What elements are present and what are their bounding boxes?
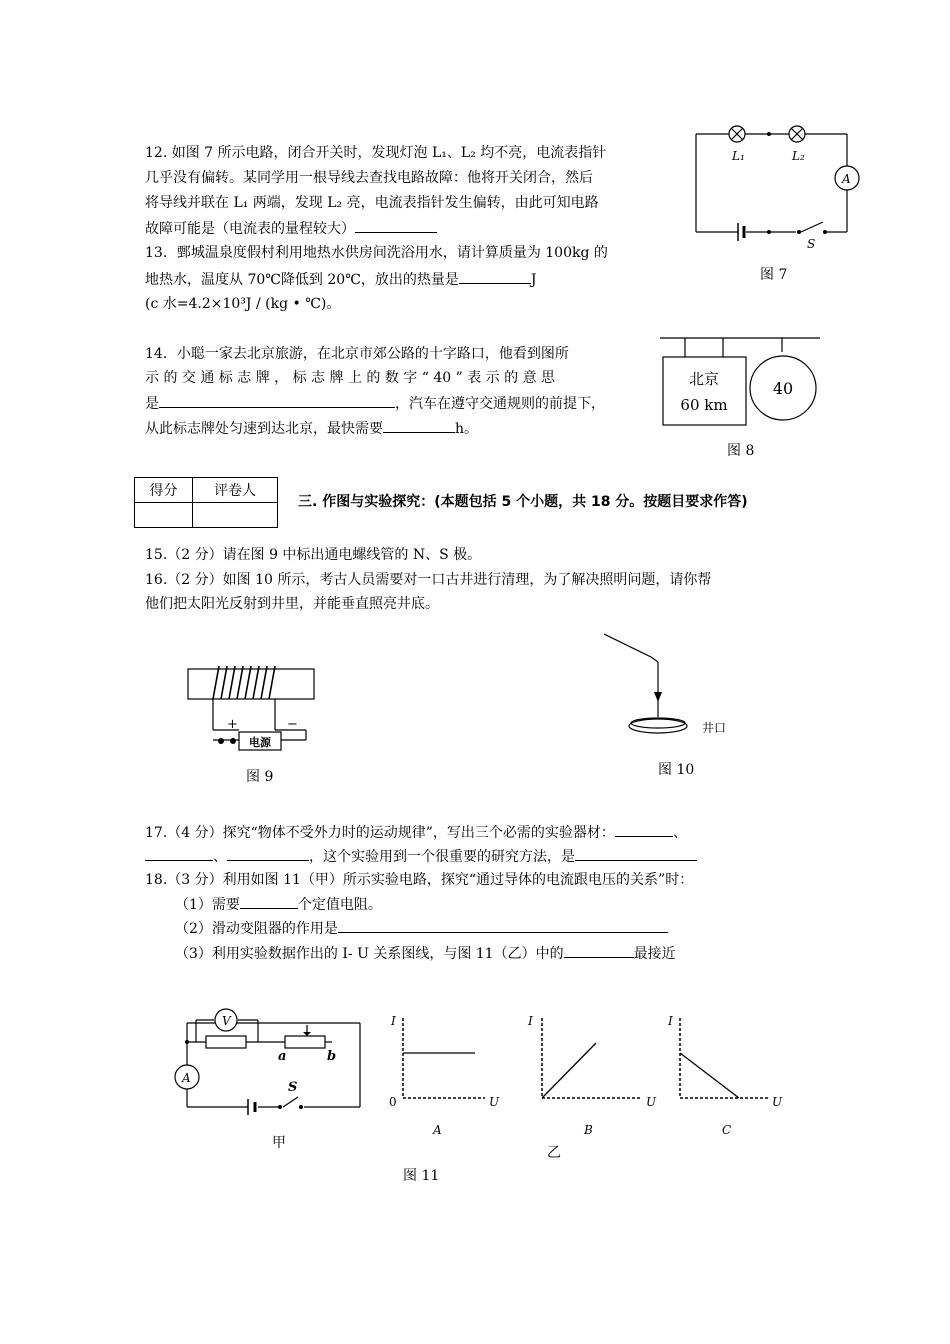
q17-equipment-blank-1[interactable]	[615, 822, 673, 837]
fig7-l2-label: L₂	[792, 149, 805, 163]
graph-c-i-axis: I	[668, 1014, 673, 1028]
fig7-l1-label: L₁	[732, 149, 745, 163]
q17-method-blank[interactable]	[575, 846, 697, 861]
q12-line4: 故障可能是（电流表的量程较大）	[145, 218, 437, 239]
figure-7-circuit	[688, 122, 868, 262]
q12-line2: 几乎没有偏转。某同学用一根导线去查找电路故障：他将开关闭合，然后	[145, 170, 593, 186]
q16-line2: 他们把太阳光反射到井里，并能垂直照亮井底。	[145, 596, 439, 612]
fig11-jia-label: 甲	[272, 1135, 286, 1151]
graph-a-origin: 0	[389, 1095, 397, 1109]
q14-line1: 14．小聪一家去北京旅游，在北京市郊公路的十字路口，他看到图所	[145, 346, 569, 362]
q13-line3: (c 水=4.2×10³J / (kg • ℃)。	[145, 296, 341, 312]
fig11-switch-label: S	[288, 1080, 298, 1095]
fig11-point-a: a	[278, 1049, 287, 1064]
fig8-caption: 图 8	[727, 443, 755, 459]
q15-text: 15.（2 分）请在图 9 中标出通电螺线管的 N、S 极。	[145, 547, 482, 563]
fig7-ammeter-label: A	[842, 172, 851, 186]
fig9-power-source: 电源	[249, 736, 271, 749]
section-3-heading: 三. 作图与实验探究：(本题包括 5 个小题，共 18 分。按题目要求作答)	[298, 494, 748, 510]
fig7-caption: 图 7	[760, 267, 788, 283]
graph-b-label: B	[584, 1123, 593, 1137]
graph-c-u-axis: U	[772, 1095, 783, 1109]
figure-9-solenoid	[183, 662, 323, 756]
q18-sub3: （3）利用实验数据作出的 I- U 关系图线，与图 11（乙）中的 最接近	[175, 943, 676, 964]
figure-11-graph-c	[664, 1010, 789, 1140]
graph-b-i-axis: I	[528, 1014, 533, 1028]
fig10-caption: 图 10	[658, 762, 695, 778]
fig11-caption: 图 11	[403, 1168, 440, 1184]
graph-c-label: C	[722, 1123, 732, 1137]
fig11-voltmeter-label: V	[222, 1014, 231, 1028]
graph-b-line	[542, 1043, 596, 1098]
q17-line1: 17.（4 分）探究“物体不受外力时的运动规律”，写出三个必需的实验器材： 、	[145, 822, 687, 843]
fig7-switch-label: S	[807, 237, 816, 251]
fig9-minus-terminal: −	[287, 717, 298, 732]
q18-line1: 18.（3 分）利用如图 11（甲）所示实验电路，探究“通过导体的电流跟电压的关系”时：	[145, 872, 694, 888]
q18-graph-choice-blank[interactable]	[564, 943, 634, 958]
fig10-well-label: 井口	[702, 721, 727, 735]
score-header: 得分	[135, 478, 193, 503]
q12-answer-blank[interactable]	[355, 218, 437, 233]
q16-line1: 16.（2 分）如图 10 所示，考古人员需要对一口古井进行清理，为了解决照明问题，请你帮	[145, 572, 712, 588]
q17-line2: 、 ，这个实验用到一个很重要的研究方法，是	[145, 846, 697, 867]
q14-time-blank[interactable]	[383, 418, 455, 433]
q17-equipment-blank-2[interactable]	[145, 846, 213, 861]
q18-sub2: （2）滑动变阻器的作用是	[175, 918, 668, 939]
fig8-distance: 60 km	[680, 396, 728, 414]
figure-11-graph-b	[522, 1010, 662, 1140]
fig11-yi-label: 乙	[547, 1145, 561, 1161]
q14-line2: 示 的 交 通 标 志 牌 ， 标 志 牌 上 的 数 字 “ 40 ” 表 示 的 意 思	[145, 370, 556, 386]
graph-a-i-axis: I	[391, 1014, 396, 1028]
q13-answer-blank[interactable]	[459, 269, 531, 284]
score-cell[interactable]	[135, 503, 193, 528]
fig11-ammeter-label: A	[182, 1071, 191, 1085]
grader-cell[interactable]	[193, 503, 278, 528]
q18-rheostat-role-blank[interactable]	[338, 918, 668, 933]
fig9-plus-terminal: +	[227, 717, 238, 732]
q18-resistor-count-blank[interactable]	[240, 894, 298, 909]
fig9-caption: 图 9	[246, 769, 274, 785]
fig8-speed-limit: 40	[772, 379, 794, 398]
graph-a-label: A	[433, 1123, 442, 1137]
fig8-place: 北京	[688, 370, 720, 388]
graph-c-line	[680, 1053, 739, 1098]
solenoid-core	[188, 669, 314, 699]
fig11-point-b: b	[327, 1049, 337, 1064]
grader-header: 评卷人	[193, 478, 278, 503]
figure-11-graph-a	[385, 1010, 500, 1140]
q13-line1: 13．鄄城温泉度假村利用地热水供房间洗浴用水，请计算质量为 100kg 的	[145, 245, 608, 261]
figure-8-sign	[655, 330, 825, 434]
figure-11-jia-circuit	[170, 1005, 370, 1115]
q12-line1: 12. 如图 7 所示电路，闭合开关时，发现灯泡 L₁、L₂ 均不亮，电流表指针	[145, 145, 607, 161]
q14-line4: 从此标志牌处匀速到达北京，最快需要 h。	[145, 418, 478, 439]
score-table	[134, 477, 278, 528]
graph-b-u-axis: U	[646, 1095, 657, 1109]
graph-a-u-axis: U	[489, 1095, 500, 1109]
q13-line2: 地热水，温度从 70℃降低到 20℃，放出的热量是 J	[145, 269, 536, 290]
q18-sub1: （1）需要 个定值电阻。	[175, 894, 382, 915]
q12-line3: 将导线并联在 L₁ 两端，发现 L₂ 亮，电流表指针发生偏转，由此可知电路	[145, 195, 599, 211]
q14-line3: 是 ，汽车在遵守交通规则的前提下，	[145, 393, 605, 414]
q17-equipment-blank-3[interactable]	[227, 846, 309, 861]
figure-10-well	[600, 630, 750, 740]
q14-meaning-blank[interactable]	[159, 393, 395, 408]
